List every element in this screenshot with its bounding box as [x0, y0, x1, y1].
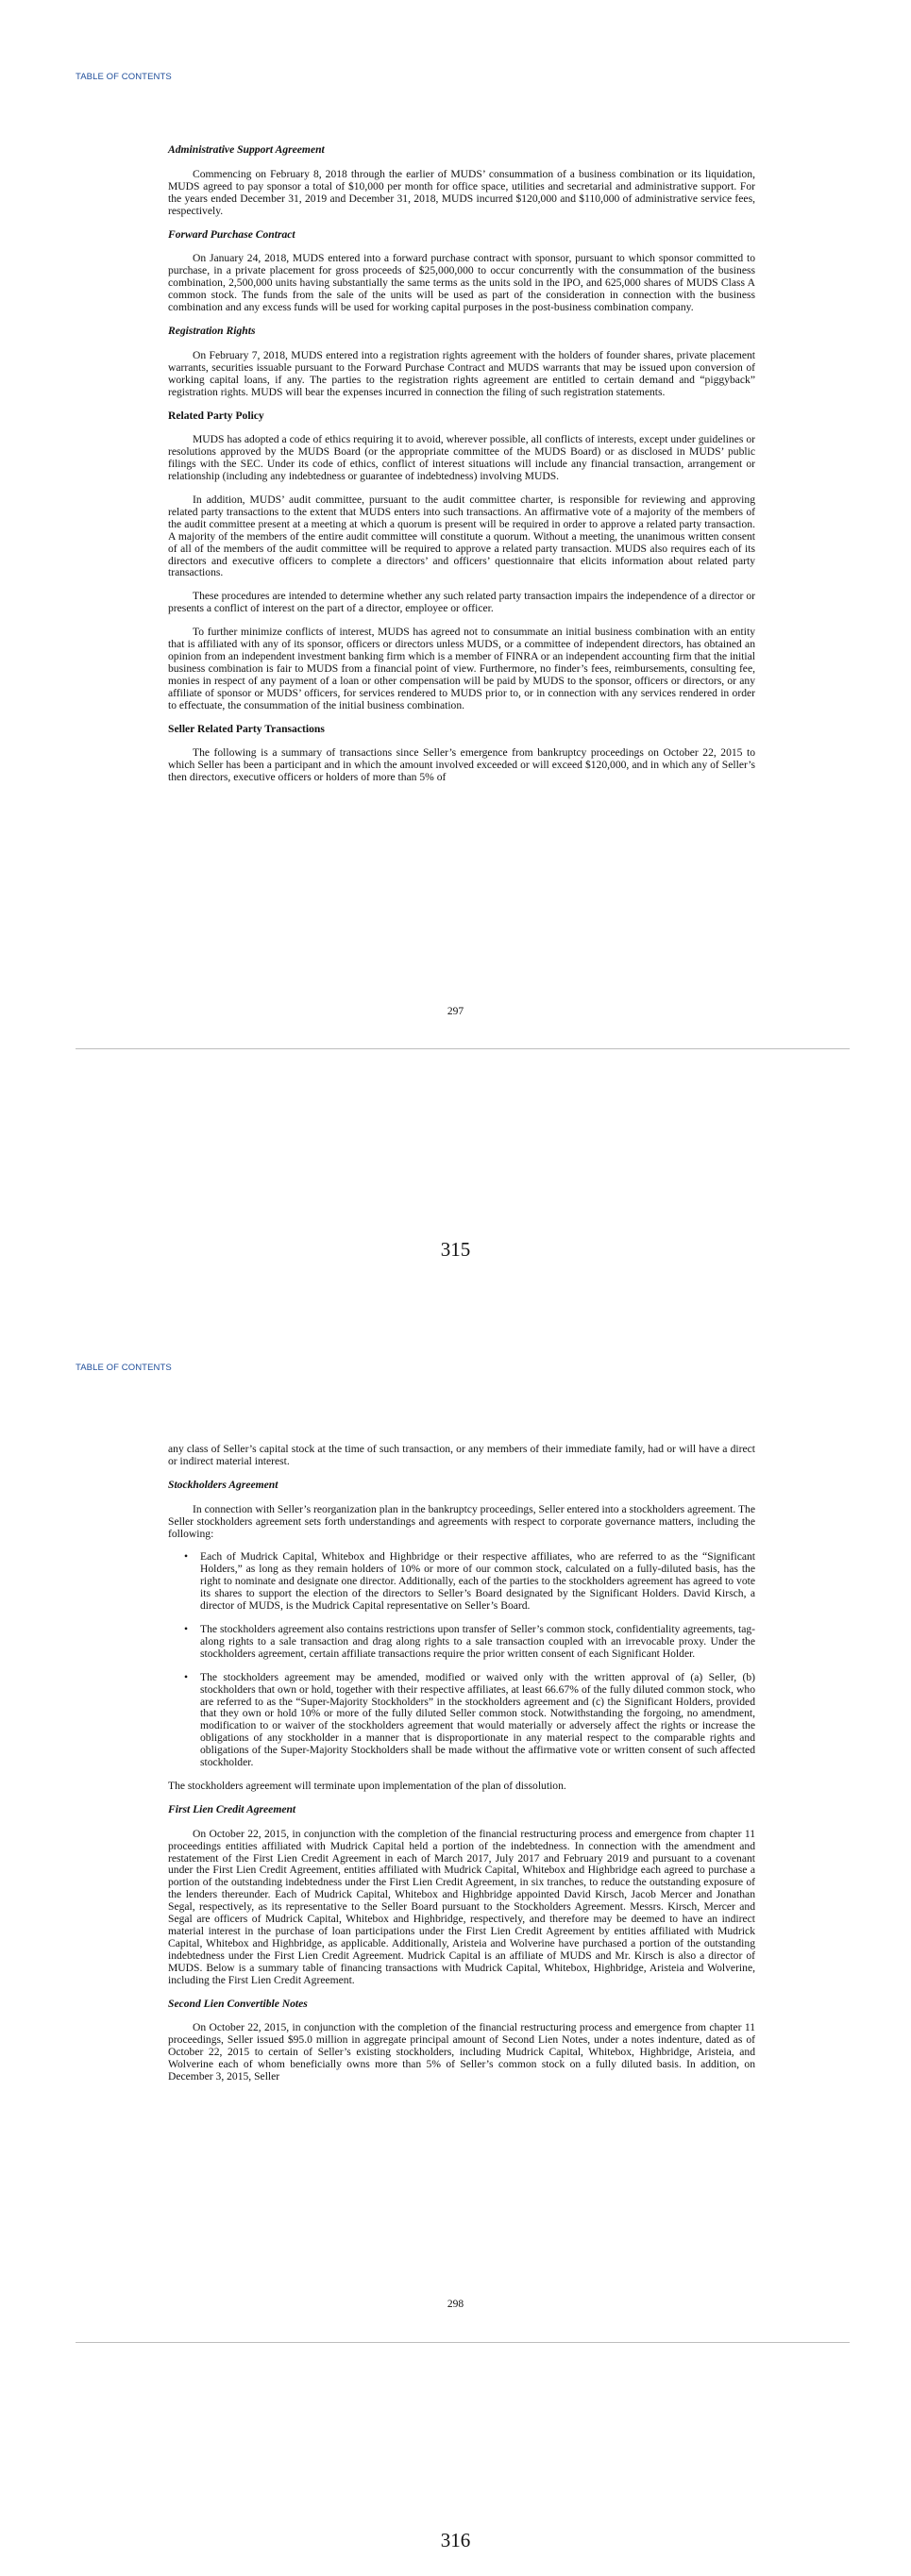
list-item	[168, 1672, 755, 1769]
page-number: 297	[447, 1006, 464, 1017]
paragraph: On February 7, 2018, MUDS entered into a registration rights agreement with the holders of founder shares, private placement warrants, securities issuable pursuant to the Forward Purchase Contract and MUDS warrants that may be issued upon conversion of working capital loans, if any. The parties to the registration rights agreement are entitled to certain demand and “piggyback” registration rights. MUDS will bear the expenses incurred in connection the filing of such registration statements.	[168, 348, 755, 398]
list-item-text: Each of Mudrick Capital, Whitebox and Highbridge or their respective affiliates, who are referred to as the “Significant Holders,” as long as they remain holders of 10% or more of our common stock, calculated on a fully-diluted basis, has the right to nominate and designate one director. Additionally, each of the parties to the stockholders agreement has agreed to vote its shares to support the election of the directors to Seller’s Board designated by the Significant Holders. David Kirsch, a director of MUDS, is the Mudrick Capital representative on Seller’s Board.	[200, 1550, 755, 1613]
section-heading-first-lien-credit-agreement: First Lien Credit Agreement	[168, 1802, 296, 1815]
paragraph: any class of Seller’s capital stock at the time of such transaction, or any members of their immediate family, had or will have a direct or indirect material interest.	[168, 1443, 755, 1467]
paragraph: To further minimize conflicts of interest, MUDS has agreed not to consummate an initial business combination with an entity that is affiliated with any of its sponsor, officers or directors unless MUDS, or a committee of independent directors, has obtained an opinion from an independent investment banking firm which is a member of FINRA or an independent accounting firm that the initial business combination is fair to MUDS from a financial point of view. Furthermore, no finder’s fees, reimbursements, consulting fee, monies in respect of any payment of a loan or other compensation will be paid by MUDS to the sponsor, officers or directors, or any affiliate of sponsor or MUDS’ officers, for services rendered to MUDS prior to, or in connection with any services rendered in order to effectuate, the consummation of the initial business combination.	[168, 626, 755, 711]
table-of-contents-link[interactable]: TABLE OF CONTENTS	[76, 72, 172, 82]
list-item-text: The stockholders agreement also contains restrictions upon transfer of Seller’s common stock, confidentiality agreements, tag-along rights to a sale transaction and drag along rights to a sale transaction coupled with an irrevocable proxy. Under the stockholders agreement, certain affiliate transactions require the prior written consent of each Significant Holder.	[200, 1622, 755, 1660]
viewer-page-number: 316	[440, 2529, 471, 2551]
section-heading-second-lien-convertible-notes: Second Lien Convertible Notes	[168, 1997, 308, 2010]
page-divider	[76, 2342, 850, 2343]
page-298-body	[168, 1444, 755, 2095]
list-item-text: The stockholders agreement may be amended, modified or waived only with the written approval of (a) Seller, (b) stockholders that own or hold, together with their respective affiliates, at least 66.67% of the fully diluted common stock, who are referred to as the “Super-Majority Stockholders” in the stockholders agreement and (c) the Significant Holders, provided that they own or hold 10% or more of the fully diluted Seller common stock. Notwithstanding the forgoing, no amendment, modification to or waiver of the stockholders agreement that would materially or adversely affect the rights or increase the obligations of any stockholder in a manner that is disproportionate in any material respect to the comparable rights and obligations of the Super-Majority Stockholders shall be made without the affirmative vote or written consent of such affected stockholder.	[200, 1670, 755, 1769]
bullet-icon: •	[184, 1670, 189, 1683]
bullet-list	[168, 1551, 755, 1769]
paragraph: These procedures are intended to determine whether any such related party transaction impairs the independence of a director or presents a conflict of interest on the part of a director, employee or officer.	[168, 590, 755, 615]
page-297-body	[168, 144, 755, 795]
paragraph: In connection with Seller’s reorganization plan in the bankruptcy proceedings, Seller entered into a stockholders agreement. The Seller stockholders agreement sets forth understandings and agreements with respect to corporate governance matters, including the following:	[168, 1502, 755, 1540]
section-heading-related-party-policy: Related Party Policy	[168, 409, 264, 422]
page-divider	[76, 1048, 850, 1049]
paragraph: The stockholders agreement will terminate upon implementation of the plan of dissolution.	[168, 1779, 566, 1792]
page-number: 298	[447, 2299, 464, 2310]
section-heading-administrative-support: Administrative Support Agreement	[168, 143, 325, 156]
bullet-icon: •	[184, 1550, 189, 1564]
paragraph: On January 24, 2018, MUDS entered into a forward purchase contract with sponsor, pursuant to which sponsor committed to purchase, in a private placement for gross proceeds of $25,000,000 to occur concurrently with the consummation of the business combination, 2,500,000 units having substantially the same terms as the units sold in the IPO, and 625,000 shares of MUDS Class A common stock. The funds from the sale of the units will be used as part of the consideration in connection with the business combination and any excess funds will be used for working capital purposes in the post-business combination company.	[168, 252, 755, 314]
bullet-icon: •	[184, 1622, 189, 1635]
paragraph: MUDS has adopted a code of ethics requiring it to avoid, wherever possible, all conflicts of interests, except under guidelines or resolutions approved by the MUDS Board (or the appropriate committee of the MUDS Board) or as disclosed in MUDS’ public filings with the SEC. Under its code of ethics, conflict of interest situations will include any financial transaction, arrangement or relationship (including any indebtedness or guarantee of indebtedness) involving MUDS.	[168, 433, 755, 483]
paragraph: Commencing on February 8, 2018 through the earlier of MUDS’ consummation of a business combination or its liquidation, MUDS agreed to pay sponsor a total of $10,000 per month for office space, utilities and secretarial and administrative support. For the years ended December 31, 2019 and December 31, 2018, MUDS incurred $120,000 and $110,000 of administrative service fees, respectively.	[168, 167, 755, 217]
paragraph: The following is a summary of transactions since Seller’s emergence from bankruptcy proceedings on October 22, 2015 to which Seller has been a participant and in which the amount involved exceeded or will exceed $120,000, and in which any of Seller’s then directors, executive officers or holders of more than 5% of	[168, 746, 755, 784]
table-of-contents-link[interactable]: TABLE OF CONTENTS	[76, 1363, 172, 1373]
list-item	[168, 1624, 755, 1661]
paragraph: On October 22, 2015, in conjunction with the completion of the financial restructuring process and emergence from chapter 11 proceedings, Seller issued $95.0 million in aggregate principal amount of Second Lien Notes, under a notes indenture, dated as of October 22, 2015 to certain of Seller’s existing stockholders, including Mudrick Capital, Whitebox, Highbridge, Aristeia, and Wolverine each of whom beneficially owns more than 5% of Seller’s common stock on a fully diluted basis. In addition, on December 3, 2015, Seller	[168, 2021, 755, 2083]
list-item	[168, 1551, 755, 1613]
section-heading-stockholders-agreement: Stockholders Agreement	[168, 1478, 278, 1491]
paragraph: On October 22, 2015, in conjunction with the completion of the financial restructuring process and emergence from chapter 11 proceedings entities affiliated with Mudrick Capital held a portion of the indebtedness. In connection with the amendment and restatement of the First Lien Credit Agreement in each of March 2017, July 2017 and February 2019 and pursuant to a covenant under the First Lien Credit Agreement, entities affiliated with Mudrick Capital, Whitebox and Highbridge each agreed to purchase a portion of the outstanding indebtedness under the First Lien Credit Agreement, in six tranches, to reduce the outstanding exposure of the lenders thereunder. Each of Mudrick Capital, Whitebox and Highbridge appointed David Kirsch, Jacob Mercer and Jonathan Segal, respectively, as its representative to the Seller Board pursuant to the Stockholders Agreement. Messrs. Kirsch, Mercer and Segal are officers of Mudrick Capital, Whitebox and Highbridge, respectively, and therefore may be deemed to have an indirect material interest in the purchase of loan participations under the First Lien Credit Agreement by entities affiliated with Mudrick Capital, Whitebox and Highbridge, as applicable. Additionally, Aristeia and Wolverine have purchased a portion of the outstanding indebtedness under the First Lien Credit Agreement. Mudrick Capital is an affiliate of MUDS and Mr. Kirsch is also a director of MUDS. Below is a summary table of financing transactions with Mudrick Capital, Whitebox, Highbridge, Aristeia and Wolverine, including the First Lien Credit Agreement.	[168, 1827, 755, 1986]
section-heading-registration-rights: Registration Rights	[168, 324, 256, 337]
paragraph: In addition, MUDS’ audit committee, pursuant to the audit committee charter, is responsible for reviewing and approving related party transactions to the extent that MUDS enters into such transactions. An affirmative vote of a majority of the members of the audit committee present at a meeting at which a quorum is present will be required in order to approve a related party transaction. A majority of the members of the entire audit committee will constitute a quorum. Without a meeting, the unanimous written consent of all of the members of the audit committee will be required to approve a related party transaction. MUDS also requires each of its directors and executive officers to complete a directors’ and officers’ questionnaire that elicits information about related party transactions.	[168, 493, 755, 579]
section-heading-seller-related-party-transactions: Seller Related Party Transactions	[168, 722, 325, 735]
viewer-page-number: 315	[440, 1238, 471, 1261]
section-heading-forward-purchase-contract: Forward Purchase Contract	[168, 227, 295, 241]
